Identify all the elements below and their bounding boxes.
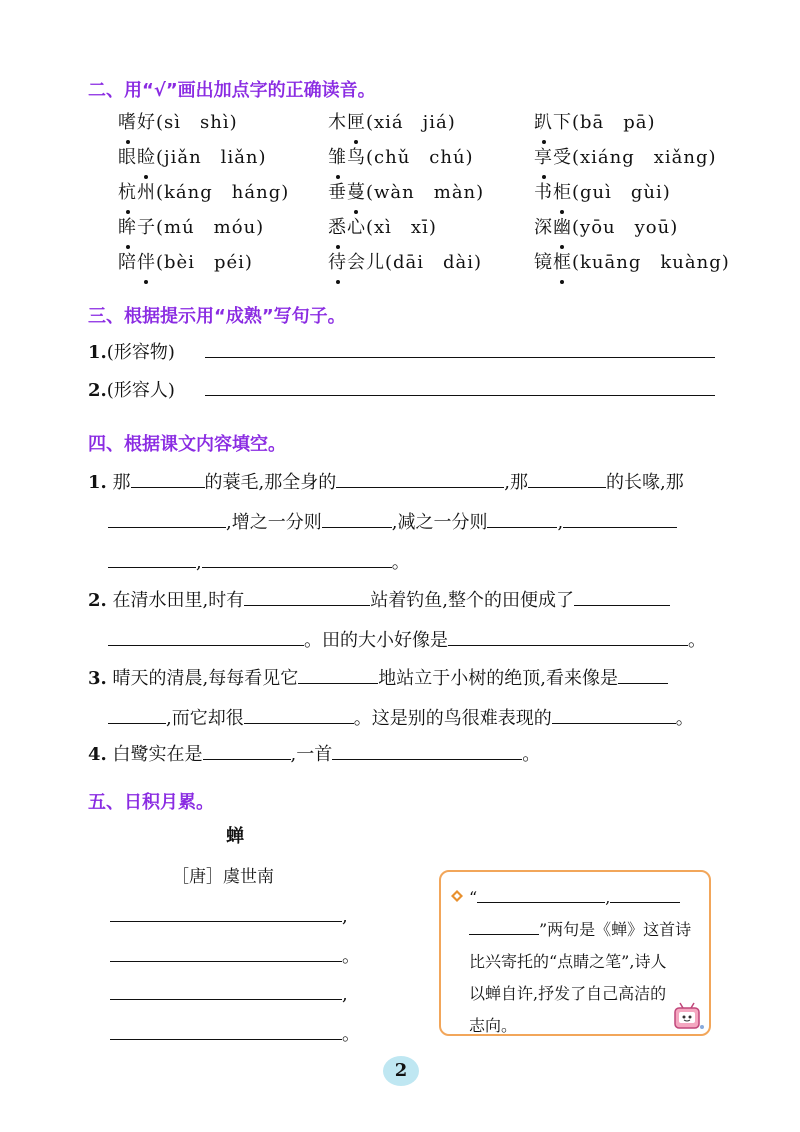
page-number-badge: 2: [383, 1056, 419, 1086]
fill-blank[interactable]: [110, 1021, 342, 1040]
fill-blank[interactable]: [477, 888, 605, 903]
pinyin-item: 享受(xiáng xiǎng): [534, 143, 717, 169]
fill-blank[interactable]: [332, 741, 522, 760]
poem-author: ［唐］虞世南: [172, 867, 274, 887]
fill-blank[interactable]: [610, 888, 680, 903]
s4-question-4: 4. 白鹭实在是 ,一首 。: [88, 740, 540, 766]
emphasis-dot: [336, 280, 340, 284]
pinyin-item: 悉心(xì xī): [328, 213, 437, 239]
poem-title: 蝉: [226, 826, 244, 847]
fill-blank[interactable]: [322, 509, 392, 528]
section-title-2: 二、用“√”画出加点字的正确读音。: [88, 80, 376, 101]
s4-question-3-line-1: 3. 晴天的清晨,每每看见它 地站立于小树的绝顶,看来像是: [88, 664, 668, 690]
fill-blank[interactable]: [110, 981, 342, 1000]
pinyin-item: 待会儿(dāi dài): [328, 248, 482, 274]
pinyin-item: 眼睑(jiǎn liǎn): [118, 143, 267, 169]
s3-question-2: 2.(形容人): [88, 380, 175, 401]
pinyin-item: 镜框(kuāng kuàng): [534, 248, 730, 274]
fill-blank[interactable]: [618, 665, 668, 684]
fill-blank[interactable]: [110, 903, 342, 922]
fill-blank[interactable]: [108, 627, 304, 646]
pinyin-item: 木匣(xiá jiá): [328, 108, 456, 134]
answer-line[interactable]: [205, 377, 715, 396]
fill-blank[interactable]: [108, 549, 196, 568]
s4-question-1-line-1: 1. 那 的蓑毛,那全身的 ,那 的长喙,那: [88, 468, 684, 494]
pinyin-item: 垂蔓(wàn màn): [328, 178, 484, 204]
note-text: “ , ”两句是《蝉》这首诗 比兴寄托的“点睛之笔”,诗人 以蝉自许,抒发了自己高洁的 志向。: [469, 888, 692, 1035]
emphasis-dot: [144, 280, 148, 284]
s4-question-1-line-3: , 。: [108, 548, 410, 574]
fill-blank[interactable]: [244, 705, 354, 724]
fill-blank[interactable]: [108, 509, 226, 528]
fill-blank[interactable]: [574, 587, 670, 606]
fill-blank[interactable]: [563, 509, 677, 528]
diamond-icon: [451, 890, 463, 902]
fill-blank[interactable]: [131, 469, 205, 488]
poem-line: ,: [110, 903, 348, 927]
s4-question-3-line-2: ,而它却很 。这是别的鸟很难表现的 。: [108, 704, 694, 730]
fill-blank[interactable]: [336, 469, 504, 488]
fill-blank[interactable]: [203, 741, 291, 760]
note-box: [439, 870, 711, 1036]
pinyin-item: 雏鸟(chǔ chú): [328, 143, 474, 169]
fill-blank[interactable]: [528, 469, 606, 488]
pinyin-item: 陪伴(bèi péi): [118, 248, 253, 274]
fill-blank[interactable]: [110, 943, 342, 962]
pinyin-item: 深幽(yōu yoū): [534, 213, 678, 239]
emphasis-dot: [560, 280, 564, 284]
fill-blank[interactable]: [487, 509, 557, 528]
pinyin-item: 杭州(káng háng): [118, 178, 289, 204]
s4-question-1-line-2: ,增之一分则 ,减之一分则 ,: [108, 508, 677, 534]
fill-blank[interactable]: [469, 920, 539, 935]
fill-blank[interactable]: [448, 627, 688, 646]
fill-blank[interactable]: [552, 705, 676, 724]
fill-blank[interactable]: [108, 705, 166, 724]
s3-question-1: 1.(形容物): [88, 342, 175, 363]
pinyin-item: 眸子(mú móu): [118, 213, 264, 239]
poem-line: 。: [110, 942, 360, 968]
poem-line: 。: [110, 1020, 360, 1046]
tv-mascot-icon: [671, 1002, 705, 1032]
section-title-3: 三、根据提示用“成熟”写句子。: [88, 306, 346, 327]
fill-blank[interactable]: [298, 665, 378, 684]
poem-line: ,: [110, 981, 348, 1005]
pinyin-item: 嗜好(sì shì): [118, 108, 238, 134]
section-title-5: 五、日积月累。: [88, 792, 214, 813]
answer-line[interactable]: [205, 339, 715, 358]
fill-blank[interactable]: [202, 549, 392, 568]
pinyin-item: 趴下(bā pā): [534, 108, 656, 134]
section-title-4: 四、根据课文内容填空。: [88, 434, 286, 455]
fill-blank[interactable]: [244, 587, 370, 606]
s4-question-2-line-1: 2. 在清水田里,时有 站着钓鱼,整个的田便成了: [88, 586, 670, 612]
s4-question-2-line-2: 。田的大小好像是 。: [108, 626, 706, 652]
pinyin-item: 书柜(guì gùi): [534, 178, 671, 204]
